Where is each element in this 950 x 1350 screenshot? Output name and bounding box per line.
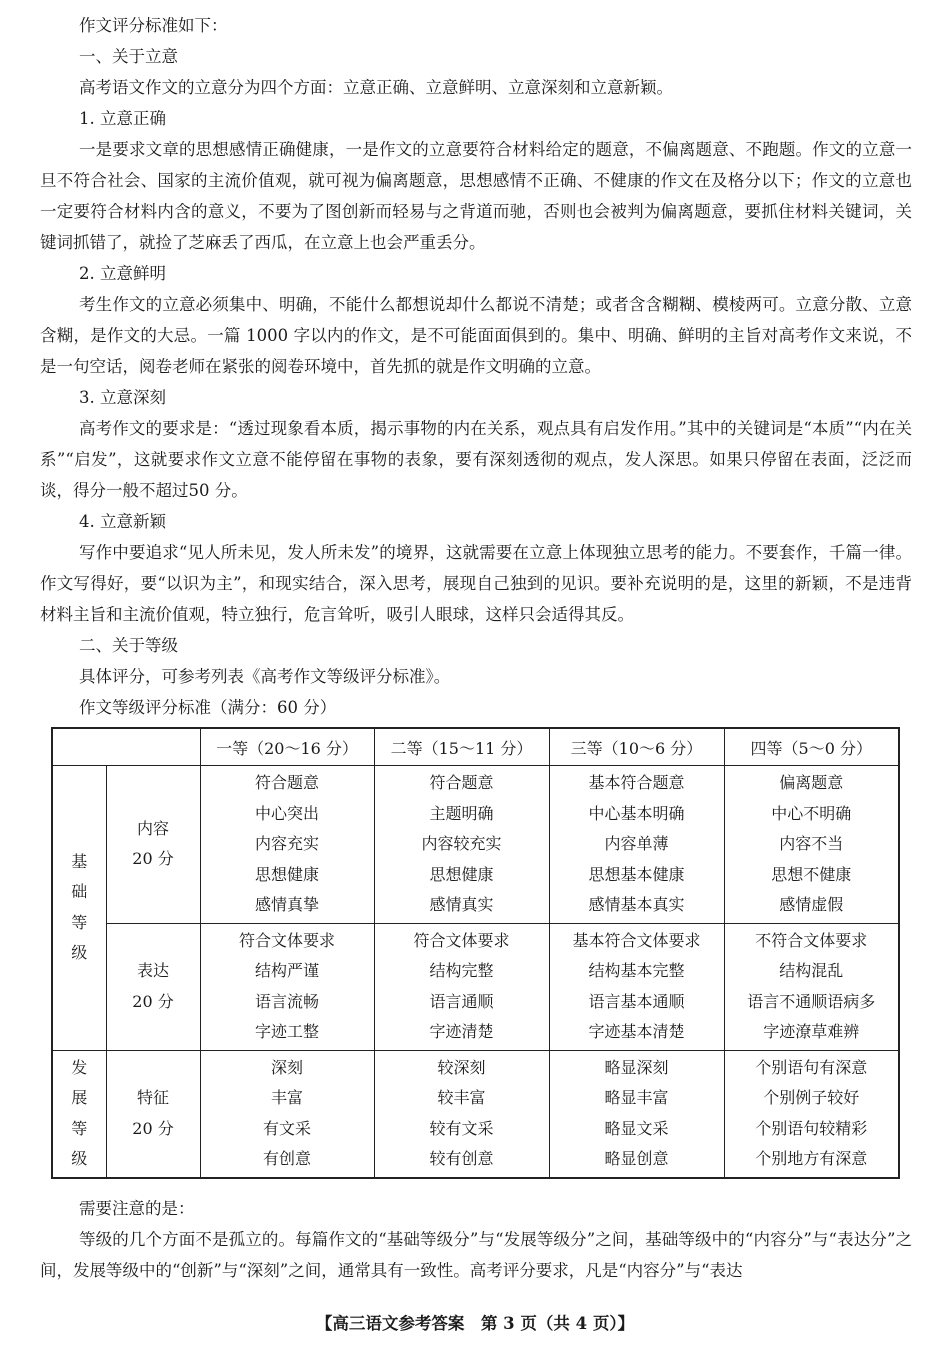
criterion: 内容充实	[254, 834, 319, 853]
header-grade-2: 二等（15～11 分）	[374, 728, 549, 766]
criterion: 结构基本完整	[588, 961, 685, 980]
feature-label-score: 20 分	[132, 1118, 174, 1138]
criterion: 较深刻	[437, 1057, 486, 1077]
point-4-title: 4. 立意新颖	[79, 512, 166, 531]
criterion: 语言流畅	[254, 991, 319, 1011]
criterion: 不符合文体要求	[755, 930, 868, 950]
table-header-row	[52, 728, 899, 766]
criterion: 个别语句有深意	[755, 1057, 868, 1077]
feature-row	[52, 1050, 899, 1178]
criterion: 感情真挚	[254, 895, 319, 914]
criterion: 字迹基本清楚	[588, 1022, 685, 1041]
header-grade-1: 一等（20～16 分）	[200, 728, 374, 766]
point-4-text: 写作中要追求“见人所未见，发人所未发”的境界，这就需要在立意上体现独立思考的能力。不要套作，千篇一律。作文写得好，要“以识为主”，和现实结合，深入思考，展现自己独到的见识。要补充说明的是，这里的新颖，不是违背材料主旨和主流价值观，特立独行，危言耸听，吸引人眼球，这样只会适得其反。	[40, 543, 912, 624]
feature-grade-3	[549, 1050, 724, 1178]
criterion: 感情真实	[429, 895, 494, 914]
criterion: 中心突出	[254, 803, 319, 823]
section1-intro: 高考语文作文的立意分为四个方面：立意正确、立意鲜明、立意深刻和立意新颖。	[79, 78, 673, 97]
criterion: 内容单薄	[604, 834, 669, 853]
criterion: 感情虚假	[779, 895, 844, 914]
criterion: 中心基本明确	[588, 803, 685, 823]
criterion: 略显创意	[604, 1149, 669, 1168]
criterion: 略显文采	[604, 1118, 669, 1138]
header-corner	[52, 728, 200, 766]
section2-intro: 具体评分，可参考列表《高考作文等级评分标准》。	[79, 667, 451, 686]
expression-row	[52, 923, 899, 1050]
criterion: 思想健康	[429, 864, 494, 884]
basic-label-char: 级	[71, 943, 88, 963]
criterion: 略显丰富	[604, 1088, 669, 1107]
grading-table-wrap	[51, 727, 900, 1179]
criterion: 略显深刻	[604, 1057, 669, 1077]
criterion: 结构混乱	[779, 961, 844, 980]
criterion: 符合题意	[254, 773, 319, 792]
expression-label	[106, 923, 200, 1050]
criterion: 深刻	[270, 1057, 303, 1077]
criterion: 基本符合题意	[588, 773, 685, 792]
dev-label-char: 等	[71, 1118, 88, 1138]
dev-label-char: 级	[71, 1149, 88, 1168]
notes-text: 等级的几个方面不是孤立的。每篇作文的“基础等级分”与“发展等级分”之间，基础等级中的“内容分”与“表达分”之间，发展等级中的“创新”与“深刻”之间，通常具有一致性。高考评分要求，凡是“内容分”与“表达	[40, 1229, 912, 1280]
expression-label-name: 表达	[136, 961, 169, 980]
content-label-name: 内容	[136, 818, 169, 838]
point-1-title: 1. 立意正确	[79, 109, 166, 128]
criterion: 较丰富	[437, 1088, 486, 1107]
criterion: 符合文体要求	[238, 930, 335, 950]
criterion: 符合文体要求	[413, 930, 510, 950]
criterion: 字迹工整	[254, 1022, 319, 1041]
page-footer: 【高三语文参考答案 第 3 页（共 4 页）】	[315, 1314, 635, 1333]
point-3-text: 高考作文的要求是：“透过现象看本质，揭示事物的内在关系，观点具有启发作用。”其中的关键词是“本质”“内在关系”“启发”，这就要求作文立意不能停留在事物的表象，要有深刻透彻的观点，发人深思。如果只停留在表面，泛泛而谈，得分一般不超过50 分。	[40, 419, 912, 500]
header-grade-4: 四等（5～0 分）	[724, 728, 899, 766]
criterion: 思想不健康	[771, 864, 852, 884]
criterion: 思想基本健康	[588, 864, 685, 884]
criterion: 字迹潦草难辨	[763, 1022, 860, 1041]
content-grade-4	[724, 766, 899, 924]
criterion: 个别地方有深意	[755, 1149, 868, 1168]
dev-label-char: 发	[71, 1057, 88, 1077]
criterion: 内容不当	[779, 834, 844, 853]
content-row	[52, 766, 899, 924]
basic-level-label	[52, 766, 106, 1051]
point-2-text: 考生作文的立意必须集中、明确，不能什么都想说却什么都说不清楚；或者含含糊糊、模棱两可。立意分散、立意含糊，是作文的大忌。一篇 1000 字以内的作文，是不可能面面俱到的。集中、明确、鲜明的主旨对高考作文来说，不是一句空话，阅卷老师在紧张的阅卷环境中，首先抓的就是作文明确的立意。	[40, 295, 912, 376]
notes-section	[40, 1193, 912, 1286]
criterion: 思想健康	[254, 864, 319, 884]
expression-grade-4	[724, 923, 899, 1050]
basic-label-char: 基	[71, 851, 88, 871]
criterion: 较有创意	[429, 1149, 494, 1168]
document-page	[40, 10, 912, 1286]
intro-heading: 作文评分标准如下：	[79, 16, 228, 35]
criterion: 结构严谨	[254, 961, 319, 980]
criterion: 有文采	[262, 1118, 311, 1138]
expression-label-score: 20 分	[132, 991, 174, 1011]
criterion: 内容较充实	[421, 834, 502, 853]
point-1-text: 一是要求文章的思想感情正确健康，一是作文的立意要符合材料给定的题意，不偏离题意、不跑题。作文的立意一旦不符合社会、国家的主流价值观，就可视为偏离题意，思想感情不正确、不健康的作文在及格分以下；作文的立意也一定要符合材料内含的意义，不要为了图创新而轻易与之背道而驰，否则也会被判为偏离题意，要抓住材料关键词，关键词抓错了，就捡了芝麻丢了西瓜，在立意上也会严重丢分。	[40, 140, 912, 252]
point-2-title: 2. 立意鲜明	[79, 264, 166, 283]
dev-label-char: 展	[71, 1088, 88, 1107]
expression-grade-2	[374, 923, 549, 1050]
expression-grade-1	[200, 923, 374, 1050]
section1-title: 一、关于立意	[79, 47, 178, 66]
content-label-score: 20 分	[132, 849, 174, 869]
criterion: 有创意	[262, 1149, 311, 1168]
content-grade-1	[200, 766, 374, 924]
criterion: 符合题意	[429, 773, 494, 792]
criterion: 语言不通顺语病多	[747, 991, 876, 1011]
basic-label-char: 础	[71, 882, 88, 902]
criterion: 基本符合文体要求	[572, 930, 701, 950]
criterion: 丰富	[270, 1088, 303, 1107]
criterion: 主题明确	[429, 803, 494, 823]
content-grade-2	[374, 766, 549, 924]
table-caption: 作文等级评分标准（满分：60 分）	[79, 698, 337, 717]
criterion: 语言基本通顺	[588, 991, 685, 1011]
expression-grade-3	[549, 923, 724, 1050]
feature-grade-1	[200, 1050, 374, 1178]
criterion: 结构完整	[429, 961, 494, 980]
feature-grade-2	[374, 1050, 549, 1178]
criterion: 个别语句较精彩	[755, 1118, 868, 1138]
content-grade-3	[549, 766, 724, 924]
feature-label-name: 特征	[136, 1088, 169, 1107]
criterion: 偏离题意	[779, 773, 844, 792]
header-grade-3: 三等（10～6 分）	[549, 728, 724, 766]
feature-label	[106, 1050, 200, 1178]
point-3-title: 3. 立意深刻	[79, 388, 166, 407]
development-level-label	[52, 1050, 106, 1178]
content-label	[106, 766, 200, 924]
notes-title: 需要注意的是：	[79, 1198, 195, 1218]
criterion: 感情基本真实	[588, 895, 685, 914]
grading-table	[51, 727, 900, 1179]
criterion: 语言通顺	[429, 991, 494, 1011]
criterion: 个别例子较好	[763, 1088, 860, 1107]
criterion: 较有文采	[429, 1118, 494, 1138]
section2-title: 二、关于等级	[79, 636, 178, 655]
basic-label-char: 等	[71, 912, 88, 932]
criterion: 中心不明确	[771, 803, 852, 823]
criterion: 字迹清楚	[429, 1022, 494, 1041]
feature-grade-4	[724, 1050, 899, 1178]
